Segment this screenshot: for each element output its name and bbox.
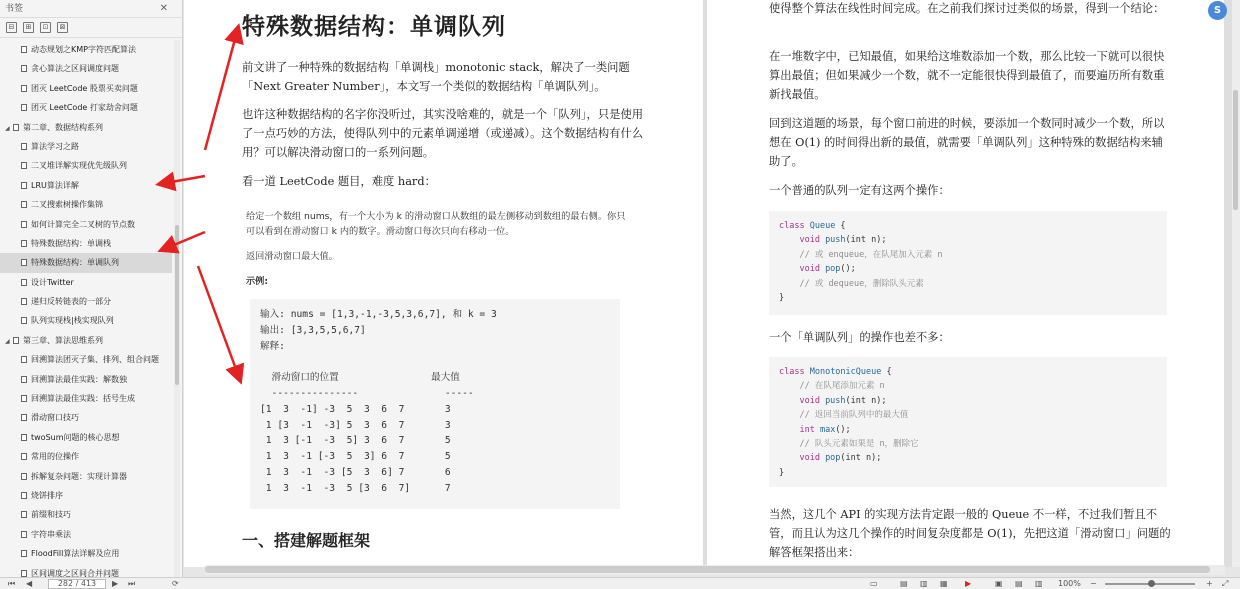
sidebar-item-label: 烧饼排序 xyxy=(31,490,63,500)
bookmark-icon xyxy=(21,143,27,150)
code-token: // 在队尾添加元素 n xyxy=(779,381,885,392)
code-token: push xyxy=(825,395,846,406)
code-line xyxy=(779,291,1157,305)
sidebar-scroll-thumb[interactable] xyxy=(175,225,179,385)
page-number-input[interactable]: 282 / 413 xyxy=(48,579,106,589)
sidebar-item-label: 队列实现栈|栈实现队列 xyxy=(31,316,114,326)
paragraph: 回到这道题的场景，每个窗口前进的时候，要添加一个数同时减少一个数，所以想在 O(1) 的时间得出新的最值，就需要「单调队列」这种特殊的数据结构来辅助了。 xyxy=(769,117,1165,168)
vertical-scroll-thumb[interactable] xyxy=(1233,90,1238,210)
bookmark-icon xyxy=(21,453,27,460)
paragraph: 也许这种数据结构的名字你没听过，其实没啥难的，就是一个「队列」，只是使用了一点巧妙的方法，使得队列中的元素单调递增（或递减）。这个数据结构有什么用？可以解决滑动窗口的一系列问题。 xyxy=(242,108,644,159)
code-token: void xyxy=(779,264,826,275)
bookmark-icon xyxy=(21,201,27,208)
book-view-icon[interactable]: ▦ xyxy=(940,579,948,588)
code-line xyxy=(779,437,1157,451)
zoom-level[interactable]: 100% xyxy=(1058,579,1081,588)
continuous-icon[interactable]: ▤ xyxy=(900,579,908,588)
sidebar-item[interactable] xyxy=(0,156,172,175)
problem-return: 返回滑动窗口最大值。 xyxy=(246,251,338,262)
code-token: Queue xyxy=(809,221,836,231)
bookmark-list xyxy=(0,40,172,577)
code-token: push xyxy=(825,235,846,246)
sidebar-item-label: 常用的位操作 xyxy=(31,452,79,462)
expand-all-icon[interactable]: ⊞ xyxy=(23,22,34,33)
code-token: (); xyxy=(835,424,851,435)
first-page-icon[interactable]: ⏮ xyxy=(8,579,16,588)
sidebar-item-label: 特殊数据结构：单调栈 xyxy=(31,238,111,248)
sidebar-item-label: FloodFill算法详解及应用 xyxy=(31,549,120,559)
sidebar-item[interactable] xyxy=(0,234,172,253)
add-bookmark-icon[interactable]: ⊡ xyxy=(40,22,51,33)
code-token: // 或 dequeue，删除队头元素 xyxy=(779,278,924,289)
sidebar-item-label: 回溯算法最佳实践：括号生成 xyxy=(31,394,135,404)
code-token: (int n); xyxy=(845,395,887,406)
two-page-icon[interactable]: ▥ xyxy=(920,579,928,588)
sidebar-item[interactable] xyxy=(0,428,172,447)
sidebar-item-label: 二叉搜索树操作集锦 xyxy=(31,200,103,210)
sidebar-item-label: LRU算法详解 xyxy=(31,180,79,190)
sidebar-item-label: 前缀和技巧 xyxy=(31,510,71,520)
pdf-page-right xyxy=(707,0,1224,567)
sidebar-item[interactable] xyxy=(0,564,172,577)
paragraph: 一个「单调队列」的操作也差不多： xyxy=(769,331,950,344)
paragraph: 前文讲了一种特殊的数据结构「单调栈」monotonic stack，解决了一类问题「Next Greater Number」，本文写一个类似的数据结构「单调队列」。 xyxy=(242,61,630,93)
bookmark-icon xyxy=(21,414,27,421)
bookmark-icon xyxy=(21,162,27,169)
sidebar-item-label: 如何计算完全二叉树的节点数 xyxy=(31,219,135,229)
paragraph: 当然，这几个 API 的实现方法肯定跟一般的 Queue 不一样，不过我们暂且不管，而且认为这几个操作的时间复杂度都是 O(1)，先把这道「滑动窗口」问题的解答框架搭出来： xyxy=(769,508,1171,559)
sidebar-item[interactable] xyxy=(0,273,172,292)
sidebar-item[interactable] xyxy=(0,59,172,78)
sidebar-item-label: 字符串乘法 xyxy=(31,529,71,539)
sidebar-item[interactable] xyxy=(0,176,172,195)
sidebar-item-label: 递归反转链表的一部分 xyxy=(31,297,111,307)
bookmark-sidebar xyxy=(0,0,183,577)
sidebar-item-label: twoSum问题的核心思想 xyxy=(31,432,120,442)
bookmark-icon xyxy=(21,550,27,557)
rotate-icon[interactable]: ⟳ xyxy=(172,579,179,588)
bookmark-icon xyxy=(21,376,27,383)
code-token: } xyxy=(779,293,785,304)
code-line xyxy=(779,248,1157,262)
code-line xyxy=(779,408,1157,422)
bookmark-icon xyxy=(21,473,27,480)
horizontal-scroll-thumb[interactable] xyxy=(205,566,1210,573)
bookmark-icon xyxy=(21,492,27,499)
bookmark-icon xyxy=(21,298,27,305)
code-line xyxy=(779,451,1157,465)
code-token: { xyxy=(835,221,846,231)
code-token: { xyxy=(881,367,892,377)
sidebar-item-label: 动态规划之KMP字符匹配算法 xyxy=(31,45,136,54)
bookmark-icon xyxy=(21,259,27,266)
code-token: class xyxy=(779,367,810,377)
code-token: } xyxy=(779,467,785,478)
pdf-page-left xyxy=(184,0,703,567)
sidebar-item-label: 团灭 LeetCode 打家劫舍问题 xyxy=(31,103,138,113)
close-icon[interactable]: ✕ xyxy=(159,3,168,14)
sidebar-item[interactable] xyxy=(0,408,172,427)
sidebar-item-label: 区间调度之区间合并问题 xyxy=(31,568,119,577)
sidebar-item-label: 第二章、数据结构系列 xyxy=(23,122,103,132)
sidebar-item[interactable] xyxy=(0,505,172,524)
code-token: (int n); xyxy=(840,453,882,464)
code-token: pop xyxy=(825,453,841,464)
code-token: void xyxy=(779,453,826,464)
code-token: // 队头元素如果是 n，删除它 xyxy=(779,439,919,450)
last-page-icon[interactable]: ⏭ xyxy=(128,579,136,588)
sidebar-item[interactable] xyxy=(0,486,172,505)
code-token: void xyxy=(779,235,826,246)
bookmark-icon xyxy=(21,104,27,111)
queue-code-block xyxy=(769,211,1167,315)
expand-caret-icon[interactable]: ◢ xyxy=(5,337,10,345)
document-view xyxy=(184,0,1232,567)
code-token: (int n); xyxy=(845,235,887,246)
code-line xyxy=(779,423,1157,437)
bookmark-icon xyxy=(21,85,27,92)
code-token: MonotonicQueue xyxy=(809,367,882,377)
sidebar-item[interactable] xyxy=(0,253,172,272)
sidebar-item-label: 拆解复杂问题：实现计算器 xyxy=(31,471,127,481)
sidebar-item-label: 滑动窗口技巧 xyxy=(31,413,79,423)
sidebar-item[interactable] xyxy=(0,118,172,137)
vertical-scrollbar[interactable] xyxy=(1232,0,1240,567)
zoom-out-button[interactable]: − xyxy=(1090,579,1097,588)
bookmark-icon xyxy=(21,570,27,577)
fit-width-icon[interactable]: ▤ xyxy=(1015,579,1023,588)
bookmark-icon xyxy=(21,434,27,441)
code-line xyxy=(779,466,1157,480)
status-bar xyxy=(0,577,1240,589)
code-line xyxy=(779,365,1157,379)
bookmark-icon xyxy=(21,511,27,518)
example-code-block: 输入: nums = [1,3,-1,-3,5,3,6,7], 和 k = 3 输出: [3,3,5,5,6,7] 解释: 滑动窗口的位置 最大值 --------------- ----- [1 3 -1] -3 5 3 6 7 3 1 [3 -1 -3] 5 3 6 7 3 1 3 [-1 -3 5] 3 6 7 5 1 3 -1 [-3 5 3] 6 7 5 1 3 -1 -3 [5 3 6] 7 6 1 3 -1 -3 5 [3 6 7] 7 xyxy=(250,299,620,509)
code-line xyxy=(779,394,1157,408)
sidebar-item-label: 算法学习之路 xyxy=(31,141,79,151)
code-token: max xyxy=(819,424,836,435)
expand-caret-icon[interactable]: ◢ xyxy=(5,124,10,132)
zoom-in-button[interactable]: + xyxy=(1206,579,1213,588)
sidebar-item[interactable] xyxy=(0,447,172,466)
sidebar-item-label: 第三章、算法思维系列 xyxy=(23,335,103,345)
sidebar-item[interactable] xyxy=(0,350,172,369)
sidebar-item[interactable] xyxy=(0,331,172,350)
paragraph: 在一堆数字中，已知最值，如果给这堆数添加一个数，那么比较一下就可以很快算出最值；但如果减少一个数，就不一定能很快得到最值了，而要遍历所有数重新找最值。 xyxy=(769,50,1165,101)
sidebar-item-label: 二叉堆详解实现优先级队列 xyxy=(31,161,127,171)
code-token: // 返回当前队列中的最大值 xyxy=(779,410,909,421)
sidebar-item[interactable] xyxy=(0,525,172,544)
sidebar-item[interactable] xyxy=(0,215,172,234)
bookmark-icon xyxy=(21,531,27,538)
bookmark-icon xyxy=(21,46,27,53)
monotonic-queue-code-block xyxy=(769,357,1167,487)
bookmark-icon xyxy=(13,337,19,344)
sidebar-title: 书签 xyxy=(5,4,24,14)
collapse-all-icon[interactable]: ⊟ xyxy=(6,22,17,33)
code-token: // 或 enqueue，在队尾加入元素 n xyxy=(779,249,943,260)
sidebar-item-label: 团灭 LeetCode 股票买卖问题 xyxy=(31,83,138,93)
problem-description: 给定一个数组 nums，有一个大小为 k 的滑动窗口从数组的最左侧移动到数组的最右侧。你只可以看到在滑动窗口 k 内的数字。滑动窗口每次只向右移动一位。 xyxy=(246,211,626,237)
bookmark-icon xyxy=(21,279,27,286)
sidebar-item[interactable] xyxy=(0,137,172,156)
page-title: 特殊数据结构：单调队列 xyxy=(242,13,506,40)
fullscreen-icon[interactable]: ⤢ xyxy=(1222,579,1229,588)
code-line xyxy=(779,233,1157,247)
sidebar-item[interactable] xyxy=(0,370,172,389)
paragraph: 一个普通的队列一定有这两个操作： xyxy=(769,184,950,197)
sidebar-item[interactable] xyxy=(0,40,172,59)
next-page-icon[interactable]: ▶ xyxy=(112,579,119,588)
sidebar-item-label: 贪心算法之区间调度问题 xyxy=(31,64,119,74)
bookmark-icon xyxy=(13,124,19,131)
sidebar-item[interactable] xyxy=(0,79,172,98)
code-token: class xyxy=(779,221,810,231)
code-line xyxy=(779,379,1157,393)
prev-page-icon[interactable]: ◀ xyxy=(26,579,33,588)
sidebar-header xyxy=(0,0,182,18)
sidebar-item[interactable] xyxy=(0,389,172,408)
sidebar-item-label: 设计Twitter xyxy=(31,277,74,287)
zoom-slider-knob[interactable] xyxy=(1148,580,1155,587)
bookmark-icon xyxy=(21,240,27,247)
sidebar-item[interactable] xyxy=(0,195,172,214)
delete-bookmark-icon[interactable]: ⊠ xyxy=(57,22,68,33)
fit-page-icon[interactable]: ▣ xyxy=(995,579,1003,588)
example-label: 示例: xyxy=(246,276,269,287)
bookmark-icon xyxy=(21,356,27,363)
user-avatar[interactable]: S xyxy=(1208,1,1227,20)
single-page-icon[interactable]: ▭ xyxy=(870,579,878,588)
sidebar-item[interactable] xyxy=(0,292,172,311)
paragraph: 使得整个算法在线性时间完成。在之前我们探讨过类似的场景，得到一个结论： xyxy=(769,2,1165,15)
code-line xyxy=(779,262,1157,276)
sidebar-item-label: 回溯算法最佳实践：解数独 xyxy=(31,374,127,384)
code-token: pop xyxy=(825,264,841,275)
code-token: void xyxy=(779,395,826,406)
fit-height-icon[interactable]: ▥ xyxy=(1035,579,1043,588)
bookmark-icon xyxy=(21,395,27,402)
section-heading: 一、搭建解题框架 xyxy=(242,531,371,550)
code-token: (); xyxy=(840,264,856,275)
sidebar-toolbar xyxy=(0,18,182,38)
sidebar-item[interactable] xyxy=(0,467,172,486)
bookmark-icon xyxy=(21,221,27,228)
play-icon[interactable]: ▶ xyxy=(965,579,972,588)
code-line xyxy=(779,277,1157,291)
code-line xyxy=(779,219,1157,233)
code-token: int xyxy=(779,424,820,435)
sidebar-item-label: 回溯算法团灭子集、排列、组合问题 xyxy=(31,355,159,365)
sidebar-item-label: 特殊数据结构：单调队列 xyxy=(31,258,119,268)
paragraph: 看一道 LeetCode 题目，难度 hard： xyxy=(242,175,436,188)
sidebar-item[interactable] xyxy=(0,98,172,117)
sidebar-item[interactable] xyxy=(0,544,172,563)
bookmark-icon xyxy=(21,65,27,72)
sidebar-item[interactable] xyxy=(0,311,172,330)
bookmark-icon xyxy=(21,182,27,189)
bookmark-icon xyxy=(21,317,27,324)
